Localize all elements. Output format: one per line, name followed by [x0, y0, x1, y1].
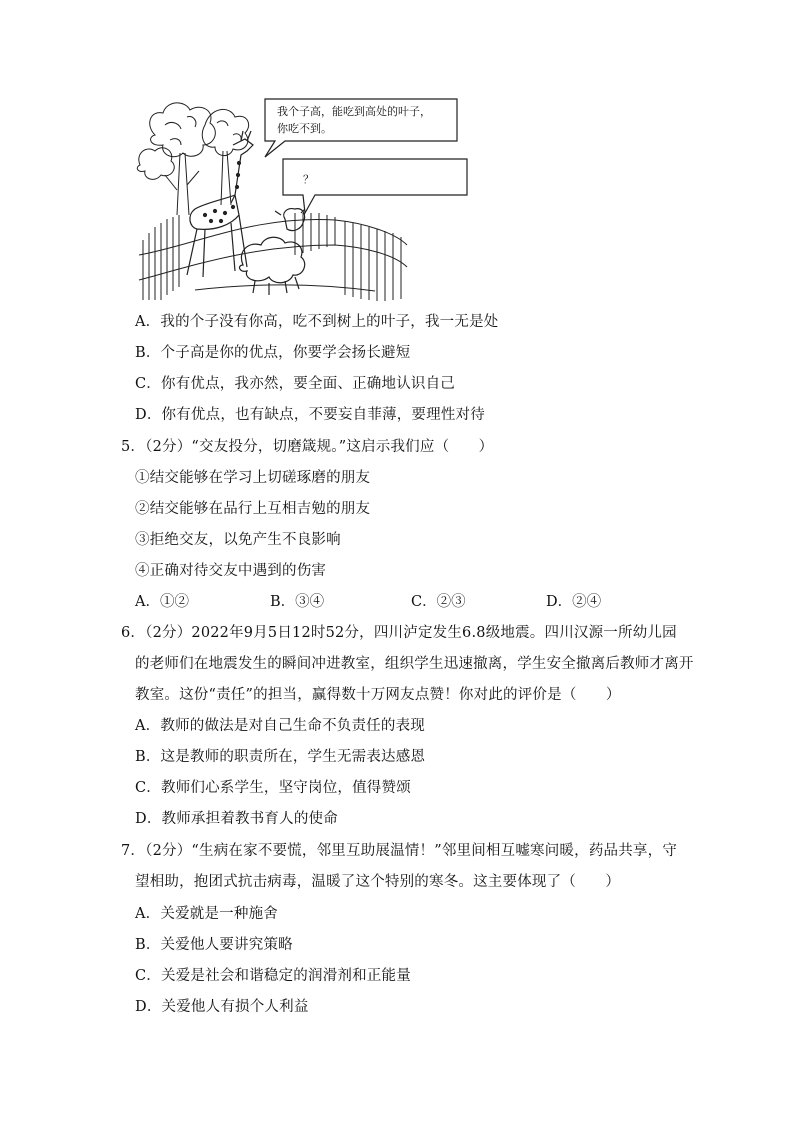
sheep-speech-text: ？ — [303, 173, 314, 186]
q7-stem-line2: 望相助，抱团式抗击病毒，温暖了这个特别的寒冬。这主要体现了（ ） — [135, 874, 621, 890]
q5-item-3: ③拒绝交友，以免产生不良影响 — [135, 532, 341, 548]
q5-item-2: ②结交能够在品行上互相吉勉的朋友 — [135, 501, 371, 517]
giraffe-speech-line1: 我个子高，能吃到高处的叶子， — [277, 105, 431, 118]
q4-option-d: D．你有优点，也有缺点，不要妄自菲薄，要理性对待 — [135, 407, 485, 423]
q5-option-c: C．②③ — [411, 594, 466, 610]
q7-option-d: D．关爱他人有损个人利益 — [135, 999, 309, 1015]
q4-option-a: A．我的个子没有你高，吃不到树上的叶子，我一无是处 — [135, 314, 499, 330]
q5-item-4: ④正确对待交友中遇到的伤害 — [135, 563, 327, 579]
q6-stem-line3: 教室。这份“责任”的担当，赢得数十万网友点赞！你对此的评价是（ ） — [135, 687, 621, 703]
q6-option-a: A．教师的做法是对自己生命不负责任的表现 — [135, 718, 425, 734]
giraffe-speech-line2: 你吃不到。 — [277, 122, 332, 135]
q5-item-1: ①结交能够在学习上切磋琢磨的朋友 — [135, 470, 371, 486]
q5-option-d: D．②④ — [546, 594, 602, 610]
q6-stem-line2: 的老师们在地震发生的瞬间冲进教室，组织学生迅速撤离，学生安全撤离后教师才离开 — [135, 656, 694, 672]
q4-option-b: B．个子高是你的优点，你要学会扬长避短 — [135, 345, 411, 361]
q5-stem: 5．（2分）“交友投分，切磨箴规。”这启示我们应（ ） — [121, 439, 494, 455]
q6-option-c: C．教师们心系学生，坚守岗位，值得赞颂 — [135, 780, 411, 796]
giraffe-sheep-cartoon — [135, 95, 470, 305]
q5-option-a: A．①② — [135, 594, 189, 610]
q5-option-b: B．③④ — [270, 594, 325, 610]
tree-illustration — [137, 103, 248, 215]
q4-option-c: C．你有优点，我亦然，要全面、正确地认识自己 — [135, 376, 455, 392]
q7-option-a: A．关爱就是一种施舍 — [135, 906, 278, 922]
q6-option-d: D．教师承担着教书育人的使命 — [135, 811, 338, 827]
q6-option-b: B．这是教师的职责所在，学生无需表达感恩 — [135, 749, 426, 765]
giraffe-illustration — [187, 131, 253, 277]
q7-option-c: C．关爱是社会和谐稳定的润滑剂和正能量 — [135, 968, 411, 984]
q7-stem-line1: 7．（2分）“生病在家不要慌，邻里互助展温情！”邻里间相互嘘寒问暖，药品共享，守 — [121, 843, 678, 859]
fence-illustration — [139, 213, 407, 301]
q6-stem-line1: 6．（2分）2022年9月5日12时52分，四川泸定发生6.8级地震。四川汉源一所幼儿园 — [121, 625, 677, 641]
q7-option-b: B．关爱他人要讲究策略 — [135, 937, 293, 953]
sheep-speech-bubble — [283, 159, 467, 213]
